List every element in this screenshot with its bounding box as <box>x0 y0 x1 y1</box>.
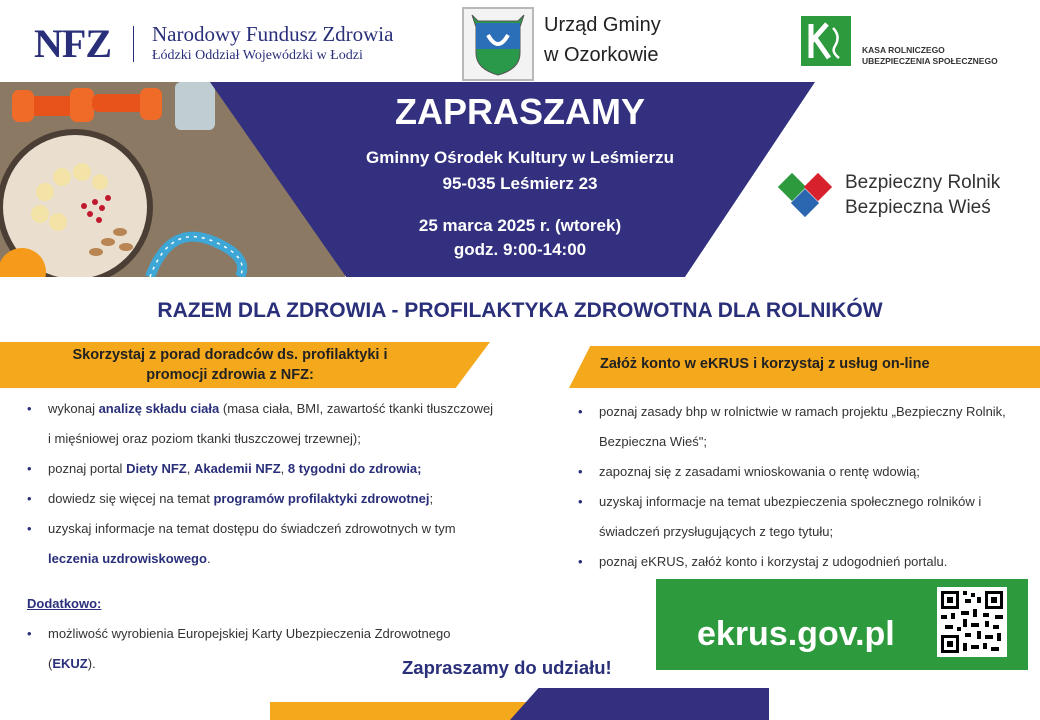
ekrus-site-link[interactable]: ekrus.gov.pl <box>697 615 895 653</box>
main-heading: RAZEM DLA ZDROWIA - PROFILAKTYKA ZDROWOTNA DLA ROLNIKÓW <box>157 299 883 322</box>
list-item: • zapoznaj się z zasadami wnioskowania o rentę wdowią; <box>578 457 1033 487</box>
list-item: • poznaj zasady bhp w rolnictwie w ramach projektu „Bezpieczny Rolnik, Bezpieczna Wieś"; <box>578 397 1033 457</box>
banner-hours: godz. 9:00-14:00 <box>453 240 587 259</box>
list-item: • uzyskaj informacje na temat dostępu do świadczeń zdrowotnych w tym leczenia uzdrowiskowego. <box>27 514 497 574</box>
logo-divider <box>133 26 134 62</box>
list-item: • dowiedz się więcej na temat programów profilaktyki zdrowotnej; <box>27 484 497 514</box>
list-item: • wykonaj analizę składu ciała (masa ciała, BMI, zawartość tkanki tłuszczowej i mięśniowej oraz poziom tkanki tłuszczowej trzewnej); <box>27 394 497 454</box>
krus-services-list <box>578 397 1033 577</box>
left-section-title-line2: promocji zdrowia z NFZ: <box>146 367 314 383</box>
banner-date: 25 marca 2025 r. (wtorek) <box>418 216 622 235</box>
footer-navy-strip <box>510 688 769 720</box>
krus-name-line1: KASA ROLNICZEGO <box>862 45 945 55</box>
qr-code-icon <box>937 587 1007 657</box>
left-section-title-line1: Skorzystaj z porad doradców ds. profilaktyki i <box>72 347 388 363</box>
list-item: • poznaj eKRUS, załóż konto i korzystaj z udogodnień portalu. <box>578 547 1033 577</box>
gmina-name-line2: w Ozorkowie <box>544 44 659 66</box>
campaign-name-line2: Bezpieczna Wieś <box>845 197 991 218</box>
krus-name-line2: UBEZPIECZENIA SPOŁECZNEGO <box>862 56 998 66</box>
nfz-branch: Łódzki Oddział Wojewódzki w Łodzi <box>152 48 363 63</box>
additional-label: Dodatkowo: <box>27 596 102 611</box>
nfz-services-list <box>27 394 497 574</box>
gmina-name-line1: Urząd Gminy <box>544 14 661 36</box>
banner-address: 95-035 Leśmierz 23 <box>442 174 598 193</box>
list-item: • uzyskaj informacje na temat ubezpieczenia społecznego rolników i świadczeń przysługujących z tego tytułu; <box>578 487 1033 547</box>
nfz-logo: NFZ <box>34 21 111 66</box>
banner-venue: Gminny Ośrodek Kultury w Leśmierzu <box>366 148 674 167</box>
bezpieczny-rolnik-logo-icon <box>774 173 836 226</box>
right-section-title: Załóż konto w eKRUS i korzystaj z usług on-line <box>600 356 930 372</box>
list-item: • możliwość wyrobienia Europejskiej Karty Ubezpieczenia Zdrowotnego (EKUZ). <box>27 619 497 679</box>
list-item: • poznaj portal Diety NFZ, Akademii NFZ, 8 tygodni do zdrowia; <box>27 454 497 484</box>
campaign-name-line1: Bezpieczny Rolnik <box>845 172 1001 193</box>
closing-invitation: Zapraszamy do udziału! <box>402 657 612 678</box>
krus-logo-icon <box>801 16 851 66</box>
banner-title: ZAPRASZAMY <box>395 91 645 132</box>
left-section-title <box>20 345 440 385</box>
nfz-name: Narodowy Fundusz Zdrowia <box>152 22 394 46</box>
coat-of-arms-icon <box>462 7 534 81</box>
